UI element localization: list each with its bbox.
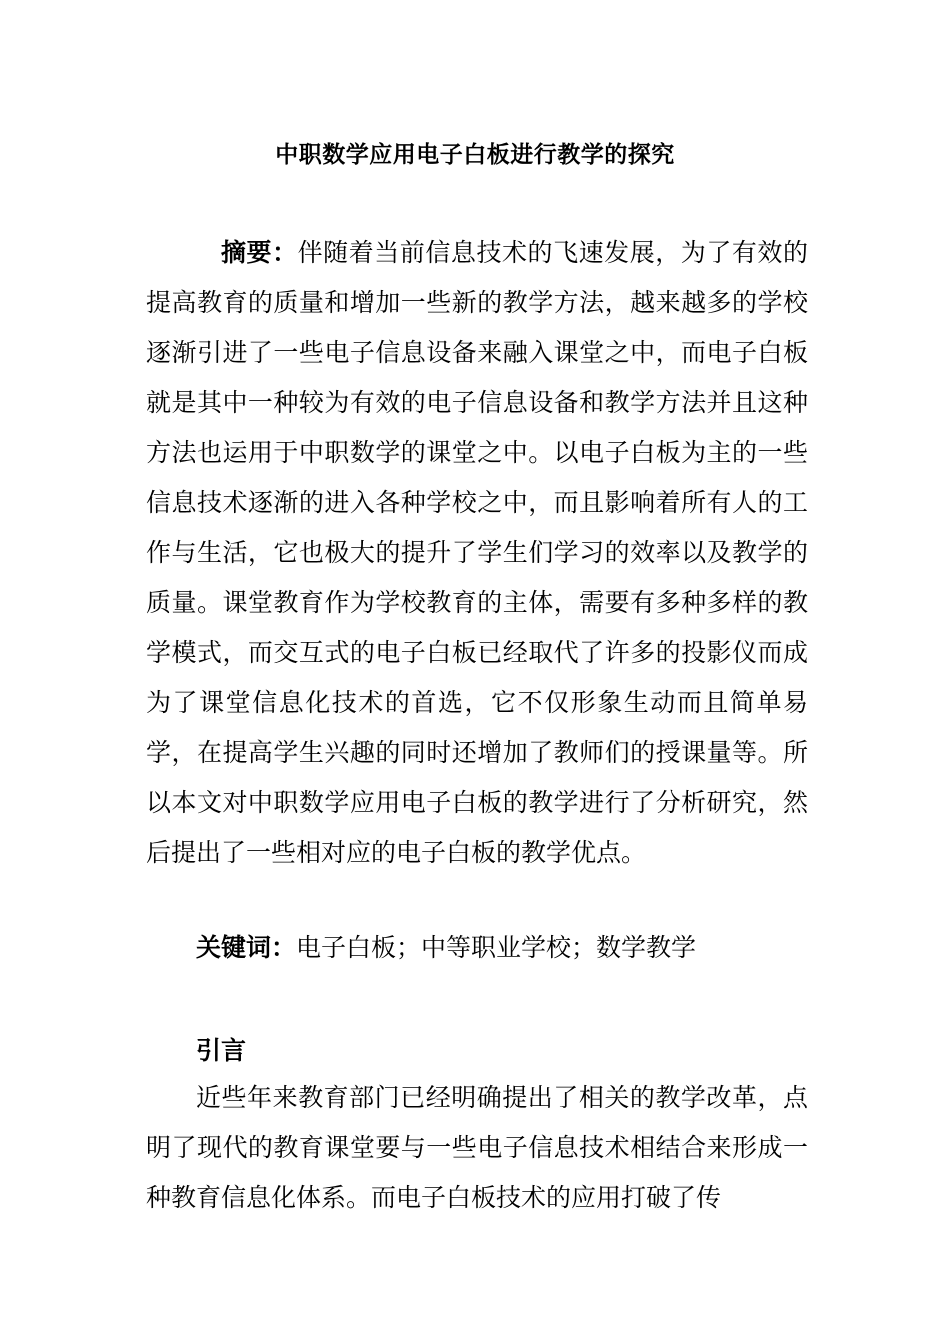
introduction-heading: 引言 [196, 1036, 247, 1065]
keywords-text: 电子白板；中等职业学校；数学教学 [296, 933, 697, 962]
introduction-paragraph: 近些年来教育部门已经明确提出了相关的教学改革，点明了现代的教育课堂要与一些电子信息技术相结合来形成一种教育信息化体系。而电子白板技术的应用打破了传 [146, 1083, 808, 1212]
abstract-label: 摘要： [221, 238, 298, 267]
keywords-label: 关键词： [196, 933, 297, 962]
abstract-paragraph [146, 228, 808, 878]
document-title: 中职数学应用电子白板进行教学的探究 [275, 142, 675, 168]
abstract-text: 伴随着当前信息技术的飞速发展，为了有效的提高教育的质量和增加一些新的教学方法，越来越多的学校逐渐引进了一些电子信息设备来融入课堂之中，而电子白板就是其中一种较为有效的电子信息设备和教学方法并且这种方法也运用于中职数学的课堂之中。以电子白板为主的一些信息技术逐渐的进入各种学校之中，而且影响着所有人的工作与生活，它也极大的提升了学生们学习的效率以及教学的质量。课堂教育作为学校教育的主体，需要有多种多样的教学模式，而交互式的电子白板已经取代了许多的投影仪而成为了课堂信息化技术的首选，它不仅形象生动而且简单易学，在提高学生兴趣的同时还增加了教师们的授课量等。所以本文对中职数学应用电子白板的教学进行了分析研究，然后提出了一些相对应的电子白板的教学优点。 [146, 238, 808, 867]
keywords-paragraph [146, 923, 808, 973]
